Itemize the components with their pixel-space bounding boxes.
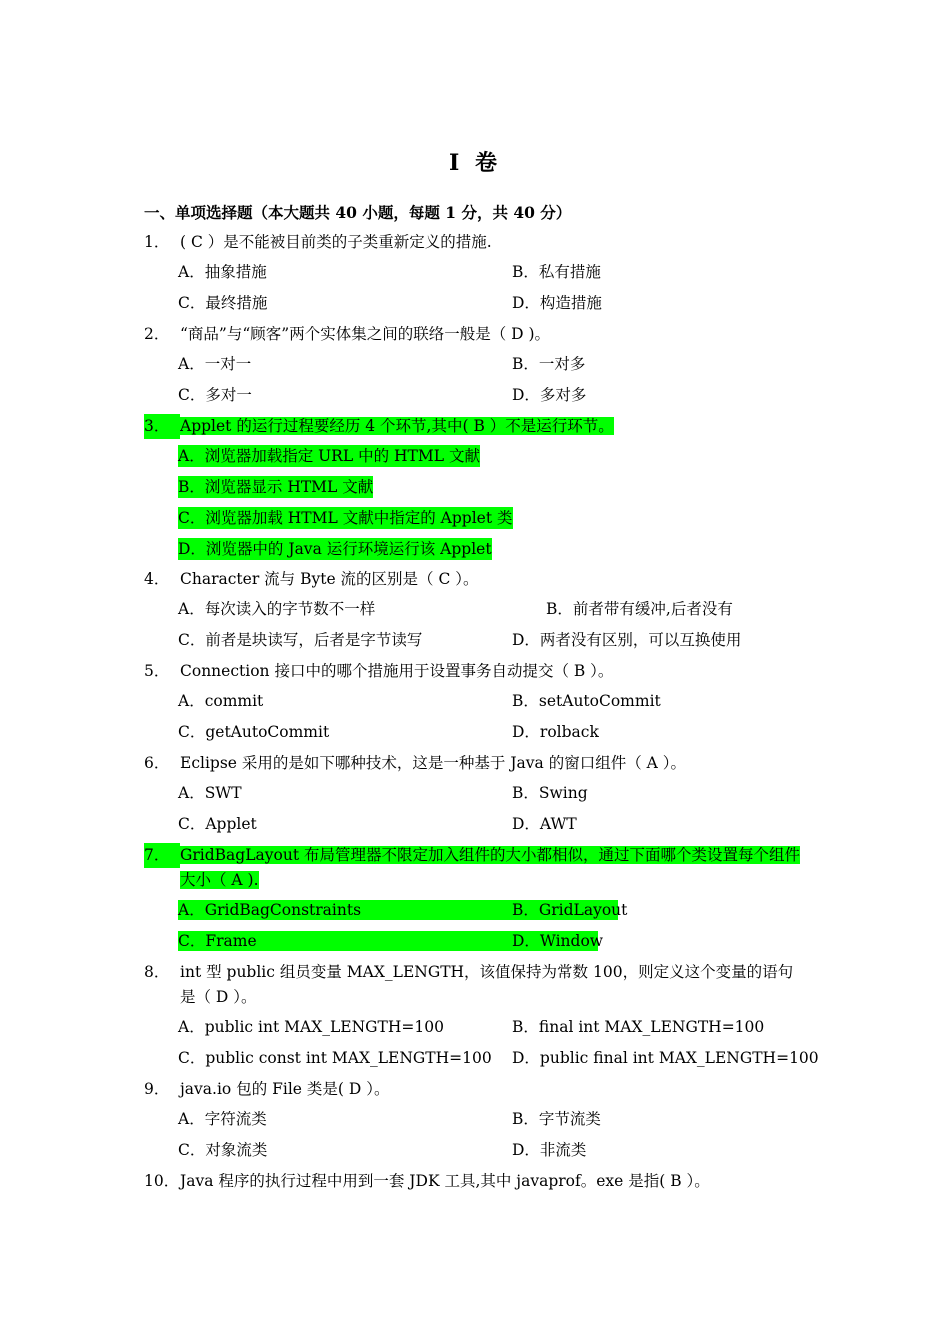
option-b: B．Swing xyxy=(512,784,588,802)
option-c: C．浏览器加载 HTML 文献中指定的 Applet 类 xyxy=(178,509,513,527)
question-4 xyxy=(144,567,479,592)
question-number: 4． xyxy=(144,570,170,588)
option-d: D．构造措施 xyxy=(512,294,602,312)
question-text: Connection 接口中的哪个措施用于设置事务自动提交（ B ）。 xyxy=(180,662,614,680)
option-c: C．Frame xyxy=(178,932,257,950)
option-d: D．Window xyxy=(512,932,604,950)
option-d: D．AWT xyxy=(512,815,577,833)
option-b: B．私有措施 xyxy=(512,263,601,281)
question-text: “商品”与“顾客”两个实体集之间的联络一般是（ D )。 xyxy=(180,325,551,343)
option-a: A．一对一 xyxy=(178,355,252,373)
question-9 xyxy=(144,1077,389,1102)
option-d: D．非流类 xyxy=(512,1141,587,1159)
option-a: A．GridBagConstraints xyxy=(178,901,362,919)
question-7 xyxy=(144,843,805,893)
option-b: B．浏览器显示 HTML 文献 xyxy=(178,478,374,496)
option-d: D．rolback xyxy=(512,723,599,741)
question-number: 1． xyxy=(144,233,170,251)
question-1 xyxy=(144,230,492,255)
question-number: 8． xyxy=(144,963,170,981)
question-number: 5． xyxy=(144,662,170,680)
section-heading: 一、单项选择题（本大题共 40 小题，每题 1 分，共 40 分） xyxy=(144,203,572,222)
question-3 xyxy=(144,414,614,439)
option-a: A．抽象措施 xyxy=(178,263,267,281)
option-c: C．Applet xyxy=(178,815,257,833)
question-number: 2． xyxy=(144,325,170,343)
question-8 xyxy=(144,960,805,1010)
option-c: C．前者是块读写，后者是字节读写 xyxy=(178,631,423,649)
question-text: GridBagLayout 布局管理器不限定加入组件的大小都相似，通过下面哪个类设置每个组件大小（ A ). xyxy=(180,846,800,889)
option-a: A．浏览器加载指定 URL 中的 HTML 文献 xyxy=(178,447,480,465)
question-2 xyxy=(144,322,550,347)
option-d: D．public final int MAX_LENGTH=100 xyxy=(512,1049,819,1067)
question-text: Java 程序的执行过程中用到一套 JDK 工具,其中 javaprof。exe 是指( B ）。 xyxy=(180,1172,710,1190)
option-a: A．SWT xyxy=(178,784,242,802)
option-a: A．public int MAX_LENGTH=100 xyxy=(178,1018,444,1036)
option-a: A．commit xyxy=(178,692,264,710)
page-title: I 卷 xyxy=(449,150,501,176)
question-number: 7． xyxy=(144,843,180,868)
option-b: B．字节流类 xyxy=(512,1110,601,1128)
question-number: 9． xyxy=(144,1080,170,1098)
option-b: B．final int MAX_LENGTH=100 xyxy=(512,1018,765,1036)
option-b: B．一对多 xyxy=(512,355,586,373)
question-text: java.io 包的 File 类是( D ）。 xyxy=(180,1080,390,1098)
question-number: 3． xyxy=(144,414,180,439)
question-number: 10． xyxy=(144,1172,180,1190)
question-text: Eclipse 采用的是如下哪种技术，这是一种基于 Java 的窗口组件（ A ）。 xyxy=(180,754,686,772)
option-b: B．前者带有缓冲,后者没有 xyxy=(546,600,733,618)
option-a: A．字符流类 xyxy=(178,1110,267,1128)
option-c: C．对象流类 xyxy=(178,1141,268,1159)
option-c: C．getAutoCommit xyxy=(178,723,330,741)
question-text: int 型 public 组员变量 MAX_LENGTH，该值保持为常数 100，则定义这个变量的语句是（ D ）。 xyxy=(180,963,794,1006)
option-b: B．GridLayout xyxy=(512,901,628,919)
option-c: C．多对一 xyxy=(178,386,252,404)
question-text: Character 流与 Byte 流的区别是（ C ）。 xyxy=(180,570,479,588)
question-text: Applet 的运行过程要经历 4 个环节,其中( B ）不是运行环节。 xyxy=(180,417,614,435)
option-d: D．多对多 xyxy=(512,386,587,404)
option-c: C．最终措施 xyxy=(178,294,268,312)
question-number: 6． xyxy=(144,754,170,772)
option-b: B．setAutoCommit xyxy=(512,692,661,710)
option-c: C．public const int MAX_LENGTH=100 xyxy=(178,1049,492,1067)
question-5 xyxy=(144,659,613,684)
option-a: A．每次读入的字节数不一样 xyxy=(178,600,376,618)
question-6 xyxy=(144,751,686,776)
question-10 xyxy=(144,1169,710,1194)
option-d: D．两者没有区别，可以互换使用 xyxy=(512,631,742,649)
option-d: D．浏览器中的 Java 运行环境运行该 Applet xyxy=(178,540,492,558)
question-text: ( C ）是不能被目前类的子类重新定义的措施. xyxy=(180,233,492,251)
